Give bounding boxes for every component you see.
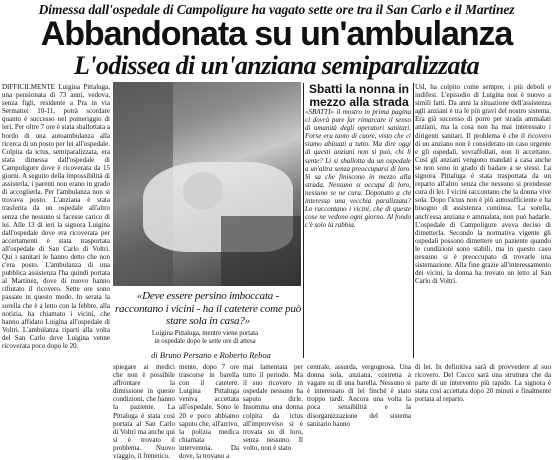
bottom-column-3: mai lamentata per tutto il periodo. Ma il suo ricovero in ospedale nessuno ha saputo dirle. Insomma una donna colpita da ictus all'improvviso si è trovata su di loro, senza nessuno. Il volto, non è stato (243, 363, 303, 452)
box-column (305, 108, 411, 353)
bottom-column-2: mente, dopo 7 ore trascorse in barella con il catetere. Luigina Pittaluga veniva accettata all'ospedale. Sono le 20 e poco abbiamo saputo che, all'arrivo, la polizia medica chiamata intervenuta. Da dove, la trovano a (179, 363, 239, 460)
left-column (2, 83, 110, 428)
bottom-column-5: di lei. In definitiva sarà di provvedere al suo ricovero. Del Cucco sarà una struttura che da parte di un intervento più rapido. La signora è stata così accettata dopo 20 minuti e finalmente portata al reparto. (415, 363, 551, 404)
box-headline: Sbatti la nonna in mezzo alla strada (308, 82, 409, 109)
subhead: L'odissea di un'anziana semiparalizzata (74, 51, 479, 80)
kicker: Dimessa dall'ospedale di Campoligure ha vagato sette ore tra il San Carlo e il Martinez (38, 2, 515, 17)
box-rule-left (303, 83, 304, 358)
right-column-text: Usl, ha colpito come sempre, i più deboli e indifesi. L'episodio di Luigina non è nuovo a simili fatti. Da anni la situazione dell'assistenza agli anziani è tra le più gravi del nostro sistema. Era già successo di porre per strada ammalati anziani, ma la cosa non ha mai interessato i dirigenti sanitari. Il problema è che il ricovero di un anziano non è considerato un caso urgente e gli ospedali, sovraffollati, non li accettano. Così gli anziani vengono mandati a casa anche se non sono in grado di badare a se stessi. La signora Pittaluga è stata trasportata da un reparto all'altro senza che nessuno si prendesse cura di lei. I vicini raccontano che la donna vive sola. Dopo l'ictus non è più autosufficiente e ha bisogno di assistenza continua. La sorella, anch'essa anziana e ammalata, non può badarle. L'ospedale di Campoligure aveva deciso di dimetterla. Secondo la normativa vigente gli ospedali possono dimettere un paziente quando le condizioni sono stabili, ma in questo caso nessuno si è preoccupato di trovarle una sistemazione. Alla fine grazie all'interessamento dei vicini, la donna ha trovato un letto al San Carlo di Voltri. (415, 83, 551, 286)
box-rule-right (413, 83, 414, 358)
pull-quote: «Deve essere persino imboccata - raccontano i vicini - ha il catetere come può stare sola in casa?» (114, 290, 302, 327)
left-column-text: DIFFICILMENTE Luigina Pittaluga, una pensionata di 73 anni, vedova, senza figli, residente a Pra in via Sermattei 10-11, potrà scordare quanto è successo nel pomeriggio di ieri. Per oltre 7 ore è stata sballottata a bordo di una autoambulanza alla ricerca di un posto per lei all'ospedale. Colpita da ictus, semiparalizzata, era stata dimessa dall'ospedale di Campoligure dove è ricoverata da 15 giorni. A seguito della impossibilità di assisterla, i parenti non erano in grado di accoglierla. Per l'ambulanza non si trovava posto. L'anziana è stata trasferita da un ospedale all'altro senza che nessuno si facesse carico di lei. Alle 13 di ieri la signora Luigina dall'ospedale dove era ricoverata per accertamenti è stata trasportata all'ospedale di San Carlo di Voltri. Qui i sanitari le hanno detto che non c'era posto. L'ambulanza di una pubblica assistenza l'ha quindi portata al Martinez, dove di nuovo hanno rifiutato il ricovero. Sette ore sono passate in questo modo. In serata la sorella che è a letto con la febbre, alla notizia, ha chiamato i vicini, che hanno affidato Luigina all'ospedale di Voltri. L'ambulanza riparti alla volta del San Carlo dove Luigina venne ricoverata poco dopo le 20. (2, 83, 110, 350)
photo-shadow-lower (221, 216, 301, 286)
photo-caption: Luigina Pittaluga, mentre viene portata in ospedale dopo le sette ore di attesa (151, 330, 259, 345)
bottom-column-1: spiegare ai medici che non è possibile affrontare la dimissione in queste condizioni, che hanno la paziente. La Pittaluga è stata così portata al San Carlo di Voltri ma anche qui si è trovato il problema. Nuovo viaggio, il frenetico. (113, 363, 175, 460)
byline: di Bruno Persano e Roberto Reboa (151, 350, 271, 360)
bottom-column-4: centrale, assurda, vergognosa. Una donna sola, anziana, costretta a vagare su di una barella. Nessuno si è interessato di lei finché è stato troppo tardi. Ancora una volta la poca sensibilità e la disorganizzazione del sistema sanitario hanno (307, 363, 411, 428)
headline: Abbandonata su un'ambulanza (40, 15, 513, 53)
box-text: «SBATTI» il mostro in prima pagina ci dovrà pure far rimarcare il senso di umanità degli operatori sanitari. Forse era tanto di cuore, visto che ci siamo abituati a tutto. Ma dire oggi di questi anziani non si può, chi li sente? Li si sballotta da un ospedale a un'altra senza preoccuparsi di loro. Si sa che finiscono in mezzo alla strada. Nessuno si occupa di loro, nessuno se ne cura. Dopotutto a chi interessa una vecchia paralizzata? Lo raccontano i vicini, che di queste cose ne vedono ogni giorno. Al fondo c'è solo la rabbia. (305, 108, 411, 230)
photo-face (183, 172, 223, 210)
photo (113, 82, 301, 286)
